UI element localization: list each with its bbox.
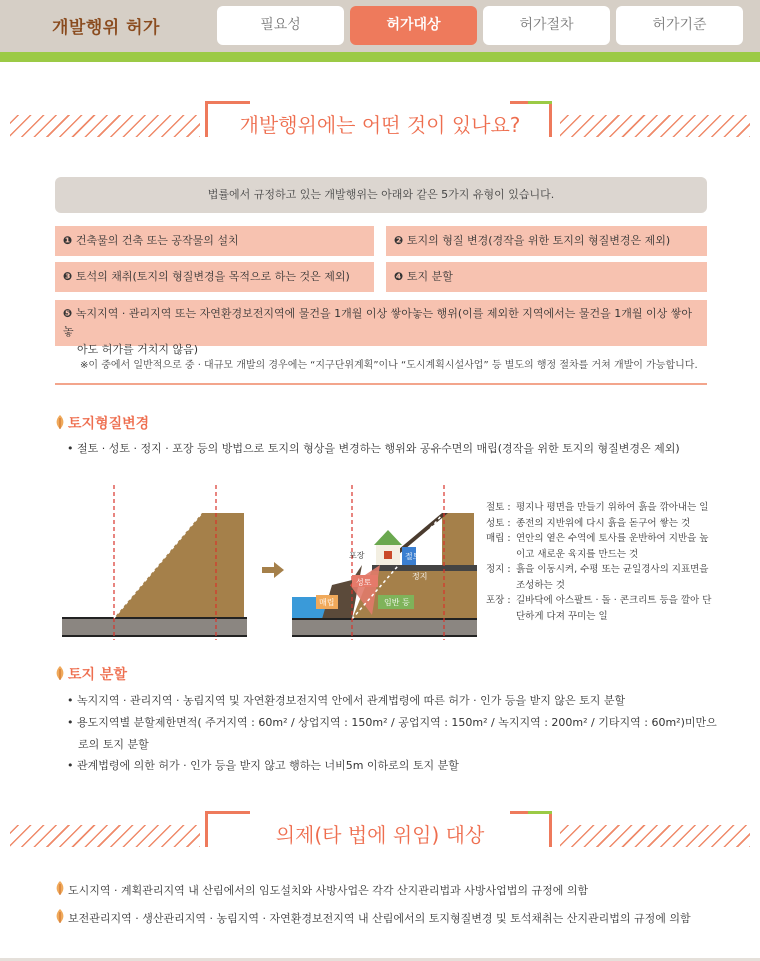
label-fill: 성토 xyxy=(356,578,372,587)
type-text: 토석의 채취(토지의 형질변경을 목적으로 하는 것은 제외) xyxy=(72,270,350,283)
legend-desc: 평지나 평면을 만들기 위하여 흙을 깎아내는 일 xyxy=(516,502,709,513)
section-title-text: 개발행위에는 어떤 것이 있나요? xyxy=(239,113,521,137)
legend-term: 성토 : xyxy=(486,517,511,529)
land-split-bullet-3: • 관계법령에 의한 허가 · 인가 등을 받지 않고 행하는 너비5m 이하로의 토지 분할 xyxy=(67,759,459,772)
legend-row xyxy=(486,531,716,562)
land-change-legend xyxy=(486,500,716,624)
tab-permit-criteria[interactable]: 허가기준 xyxy=(616,6,743,45)
leaf-icon xyxy=(55,415,65,429)
leaf-icon xyxy=(55,881,65,895)
legend-desc: 길바닥에 아스팔트 · 돌 · 콘크리트 등을 깔아 단단하게 다져 꾸미는 일 xyxy=(516,595,712,622)
type-text: 건축물의 건축 또는 공작물의 설치 xyxy=(72,234,239,247)
type-number: ❹ xyxy=(394,270,404,283)
label-level: 정지 xyxy=(412,572,428,581)
heading-text: 토지 분할 xyxy=(68,667,127,683)
tab-permit-procedure[interactable]: 허가절차 xyxy=(483,6,610,45)
legend-term: 포장 : xyxy=(486,595,511,606)
legend-desc: 흙을 이동시켜, 수평 또는 균일경사의 지표면을 조성하는 것 xyxy=(516,564,709,591)
tab-necessity[interactable]: 필요성 xyxy=(217,6,344,45)
leaf-icon xyxy=(55,909,65,923)
legend-row xyxy=(486,516,716,532)
type-text-continued: 아도 허가를 거치지 않음) xyxy=(77,343,199,356)
slope-before-diagram xyxy=(62,485,247,640)
land-change-bullet: • 절토 · 성토 · 정지 · 포장 등의 방법으로 토지의 형상을 변경하는 행위와 공유수면의 매립(경작을 위한 토지의 형질변경은 제외) xyxy=(67,442,680,455)
slope-after-diagram xyxy=(292,485,477,640)
hatch-decoration-left xyxy=(10,825,200,847)
hatch-decoration-left xyxy=(10,115,200,137)
delegated-text: 도시지역 · 계획관리지역 내 산림에서의 임도설치와 사방사업은 각각 산지관리법과 사방사업법의 규정에 의함 xyxy=(68,884,589,897)
type-text: 녹지지역 · 관리지역 또는 자연환경보전지역에 물건을 1개월 이상 쌓아놓는 행위(이를 제외한 지역에서는 물건을 1개월 이상 쌓아놓 xyxy=(63,307,692,338)
type-number: ❺ xyxy=(63,307,73,320)
land-split-bullet-2-cont: 로의 토지 분할 xyxy=(78,738,149,751)
header xyxy=(0,0,760,52)
legend-desc: 종전의 지반위에 다시 흙을 돋구어 쌓는 것 xyxy=(516,517,691,529)
type-item-4 xyxy=(386,262,707,292)
label-cut: 절토 xyxy=(405,552,421,561)
legend-term: 정지 : xyxy=(486,564,511,575)
type-item-5 xyxy=(55,300,707,356)
type-item-3 xyxy=(55,262,374,292)
delegated-text: 보전관리지역 · 생산관리지역 · 농림지역 · 자연환경보전지역 내 산림에서의 토지형질변경 및 토석채취는 산지관리법의 규정에 의함 xyxy=(68,912,691,925)
tab-permit-target[interactable]: 허가대상 xyxy=(350,6,477,45)
section-title-1 xyxy=(0,101,760,151)
legend-row xyxy=(486,593,716,624)
house-roof xyxy=(374,530,402,545)
hatch-decoration-right xyxy=(560,825,750,847)
heading-text: 토지형질변경 xyxy=(68,416,150,432)
leaf-icon xyxy=(55,666,65,680)
legend-row xyxy=(486,562,716,593)
delegated-item-1 xyxy=(55,881,588,898)
legend-term: 매립 : xyxy=(486,533,511,544)
arrow-right-icon xyxy=(262,562,284,578)
note-text: ※이 중에서 일반적으로 중 · 대규모 개발의 경우에는 “지구단위계획”이나 “도시계획시설사업” 등 별도의 행정 절차를 거쳐 개발이 가능합니다. xyxy=(80,360,698,371)
legend-term: 절토 : xyxy=(486,502,511,513)
land-split-bullet-1: • 녹지지역 · 관리지역 · 농림지역 및 자연환경보전지역 안에서 관계법령에 따른 허가 · 인가 등을 받지 않은 토지 분할 xyxy=(67,694,626,707)
type-text: 토지 분할 xyxy=(403,270,453,283)
hill-shape xyxy=(114,513,244,618)
type-text: 토지의 형질 변경(경작을 위한 토지의 형질변경은 제외) xyxy=(403,234,671,247)
type-item-1 xyxy=(55,226,374,256)
section-title-2 xyxy=(0,811,760,861)
type-number: ❶ xyxy=(63,234,73,247)
delegated-item-2 xyxy=(55,909,691,926)
legend-row xyxy=(486,500,716,516)
type-item-2 xyxy=(386,226,707,256)
label-pave: 포장 xyxy=(349,551,365,560)
header-accent-bar xyxy=(0,52,760,62)
intro-box: 법률에서 규정하고 있는 개발행위는 아래와 같은 5가지 유형이 있습니다. xyxy=(55,177,707,213)
type-number: ❸ xyxy=(63,270,73,283)
legend-desc: 연안의 옅은 수역에 토사를 운반하여 지반을 높이고 새로운 육지를 만드는 것 xyxy=(516,533,709,560)
section-title-text: 의제(타 법에 위임) 대상 xyxy=(275,823,485,847)
land-split-bullet-2: • 용도지역별 분할제한면적( 주거지역 : 60m² / 상업지역 : 150m² / 공업지역 : 150m² / 녹지지역 : 200m² / 기타지역 : 60m²)미만으 xyxy=(67,716,717,729)
land-change-heading xyxy=(55,413,149,433)
type-number: ❷ xyxy=(394,234,404,247)
page-title: 개발행위 허가 xyxy=(52,18,160,38)
hatch-decoration-right xyxy=(560,115,750,137)
divider xyxy=(55,383,707,385)
label-reclaim: 매립 xyxy=(319,598,335,607)
land-split-heading xyxy=(55,664,127,684)
label-ground: 임반 등 xyxy=(384,598,410,607)
paved-road xyxy=(372,565,477,571)
ground-base xyxy=(62,618,247,636)
